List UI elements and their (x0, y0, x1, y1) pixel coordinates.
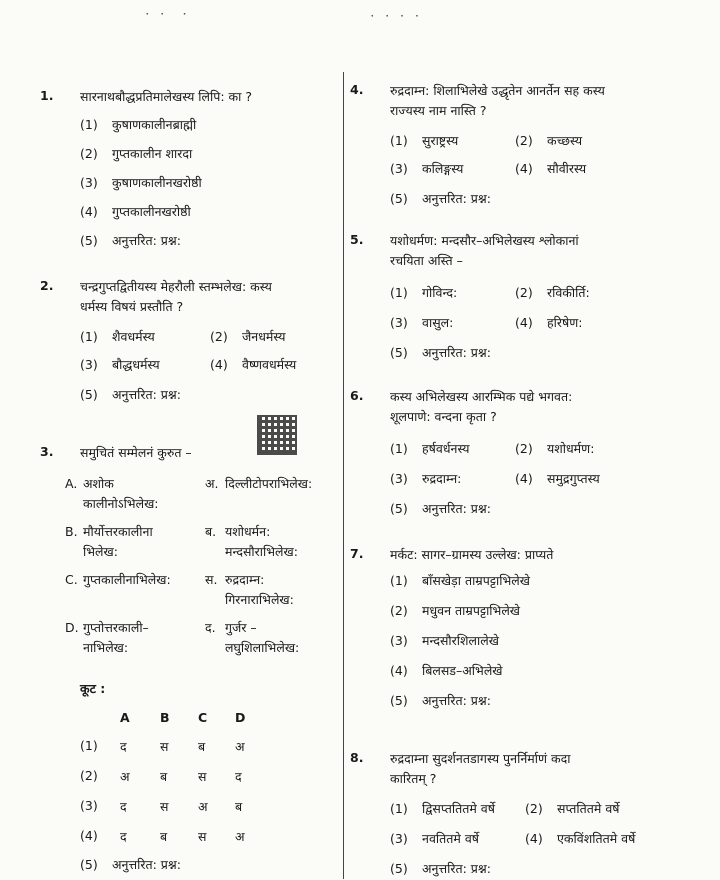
option-3[interactable]: (3) कलिङ्गस्य (390, 161, 464, 176)
question-text-line-1: कस्य अभिलेखस्य आरम्भिक पद्ये भगवत: (390, 389, 573, 404)
question-number: 6. (350, 388, 364, 403)
option-4[interactable]: (4) हरिषेण: (515, 315, 583, 330)
option-2[interactable]: (2) सप्ततितमे वर्षे (525, 801, 620, 816)
option-1[interactable]: (1) शैवधर्मस्य (80, 329, 155, 344)
option-1[interactable]: (1) द्विसप्ततितमे वर्षे (390, 801, 495, 816)
match-row-a: A. अशोक कालीनोऽभिलेख: अ. दिल्लीटोपराभिलेख: (65, 476, 313, 511)
question-5 (350, 232, 690, 372)
option-2[interactable]: (2) मधुवन ताम्रपट्टाभिलेखे (390, 603, 521, 618)
question-6 (350, 388, 690, 528)
options-grid (80, 328, 340, 418)
question-text: समुचितं सम्मेलनं कुरुत – (80, 445, 192, 460)
option-5[interactable]: (5) अनुत्तरित: प्रश्न: (390, 501, 491, 516)
option-4[interactable]: (4) सौवीरस्य (515, 161, 587, 176)
question-text-line-1: यशोधर्मण: मन्दसौर–अभिलेखस्य श्लोकानां (390, 233, 579, 248)
option-4[interactable]: (4) बिलसड–अभिलेखे (390, 663, 503, 678)
option-2[interactable]: (2) कच्छस्य (515, 133, 583, 148)
option-3[interactable]: (3) रुद्रदाम्न: (390, 471, 462, 486)
question-number: 1. (40, 88, 54, 103)
option-2[interactable]: (2) यशोधर्मण: (515, 441, 595, 456)
question-text-line-1: चन्द्रगुप्तद्वितीयस्य मेहरौली स्तम्भलेख: कस्य (80, 279, 272, 294)
question-1 (40, 88, 340, 268)
match-row-c: C. गुप्तकालीनाभिलेख: स. रुद्रदाम्न: गिरनाराभिलेख: (65, 572, 294, 607)
option-1[interactable]: (1) सुराष्ट्रस्य (390, 133, 459, 148)
option-3[interactable]: (3) वासुल: (390, 315, 454, 330)
option-5[interactable]: (5) अनुत्तरित: प्रश्न: (390, 861, 491, 876)
option-3[interactable]: (3) नवतितमे वर्षे (390, 831, 479, 846)
question-text-line-2: रचयिता अस्ति – (390, 253, 463, 268)
table-header: A B C D (120, 710, 246, 725)
question-7 (350, 546, 690, 716)
scan-noise: ॱ ॱ ॱ ॱ (370, 12, 423, 28)
answer-key-table (80, 710, 320, 870)
option-5[interactable]: (5) अनुत्तरित: प्रश्न: (80, 387, 181, 402)
question-text-line-2: शूलपाणे: वन्दना कृता ? (390, 409, 497, 424)
question-number: 2. (40, 278, 54, 293)
option-4[interactable]: (4) वैष्णवधर्मस्य (210, 357, 297, 372)
question-number: 3. (40, 444, 54, 459)
option-3[interactable]: (3) कुषाणकालीनखरोष्ठी (80, 175, 202, 190)
question-8 (350, 750, 690, 880)
answer-option-1[interactable]: (1) द स ब अ (80, 738, 245, 754)
option-2[interactable]: (2) जैनधर्मस्य (210, 329, 286, 344)
answer-option-2[interactable]: (2) अ ब स द (80, 768, 242, 784)
answer-option-4[interactable]: (4) द ब स अ (80, 828, 245, 844)
question-text-line-2: धर्मस्य विषयं प्रस्तौति ? (80, 299, 184, 314)
option-4[interactable]: (4) गुप्तकालीनखरोष्ठी (80, 204, 191, 219)
option-5[interactable]: (5) अनुत्तरित: प्रश्न: (390, 345, 491, 360)
question-number: 4. (350, 82, 364, 97)
match-row-d: D. गुप्तोत्तरकाली– नाभिलेख: द. गुर्जर – लघुशिलाभिलेख: (65, 620, 300, 655)
option-1[interactable]: (1) बाँसखेड़ा ताम्रपट्टाभिलेखे (390, 573, 530, 588)
option-2[interactable]: (2) रविकीर्ति: (515, 285, 590, 300)
question-text: सारनाथबौद्धप्रतिमालेखस्य लिपि: का ? (80, 89, 252, 104)
options-grid (390, 800, 690, 880)
answer-option-5[interactable]: (5) अनुत्तरित: प्रश्न: (80, 857, 181, 872)
question-text: मर्कट: सागर–ग्रामस्य उल्लेख: प्राप्यते (390, 547, 554, 562)
question-text-line-2: राज्यस्य नाम नास्ति ? (390, 103, 487, 118)
question-number: 7. (350, 546, 364, 561)
answer-option-3[interactable]: (3) द स अ ब (80, 798, 243, 814)
option-2[interactable]: (2) गुप्तकालीन शारदा (80, 146, 193, 161)
option-3[interactable]: (3) बौद्धधर्मस्य (80, 357, 160, 372)
options-grid (390, 284, 670, 374)
option-5[interactable]: (5) अनुत्तरित: प्रश्न: (390, 693, 491, 708)
scan-noise: ॱ ॱ ‌ ॱ (145, 10, 190, 26)
question-number: 5. (350, 232, 364, 247)
option-5[interactable]: (5) अनुत्तरित: प्रश्न: (390, 191, 491, 206)
option-4[interactable]: (4) समुद्रगुप्तस्य (515, 471, 600, 486)
option-3[interactable]: (3) मन्दसौरशिलालेखे (390, 633, 499, 648)
option-1[interactable]: (1) हर्षवर्धनस्य (390, 441, 470, 456)
option-1[interactable]: (1) गोविन्द: (390, 285, 458, 300)
question-3 (40, 444, 340, 874)
option-5[interactable]: (5) अनुत्तरित: प्रश्न: (80, 233, 181, 248)
qr-code-icon (257, 415, 297, 455)
question-number: 8. (350, 750, 364, 765)
question-text-line-1: रुद्रदाम्ना सुदर्शनतडागस्य पुनर्निर्माणं कदा (390, 751, 571, 766)
question-text-line-2: कारितम् ? (390, 771, 437, 786)
options-grid (390, 440, 670, 530)
options-grid (390, 132, 670, 222)
option-1[interactable]: (1) कुषाणकालीनब्राह्मी (80, 117, 197, 132)
option-4[interactable]: (4) एकविंशतितमे वर्षे (525, 831, 636, 846)
key-label: कूट : (80, 681, 106, 696)
question-text-line-1: रुद्रदाम्न: शिलाभिलेखे उद्धृतेन आनर्तेन सह कस्य (390, 83, 605, 98)
question-4 (350, 82, 690, 222)
question-2 (40, 278, 340, 418)
match-row-b: B. मौर्योत्तरकालीना भिलेख: ब. यशोधर्मन: मन्दसौराभिलेख: (65, 524, 298, 559)
